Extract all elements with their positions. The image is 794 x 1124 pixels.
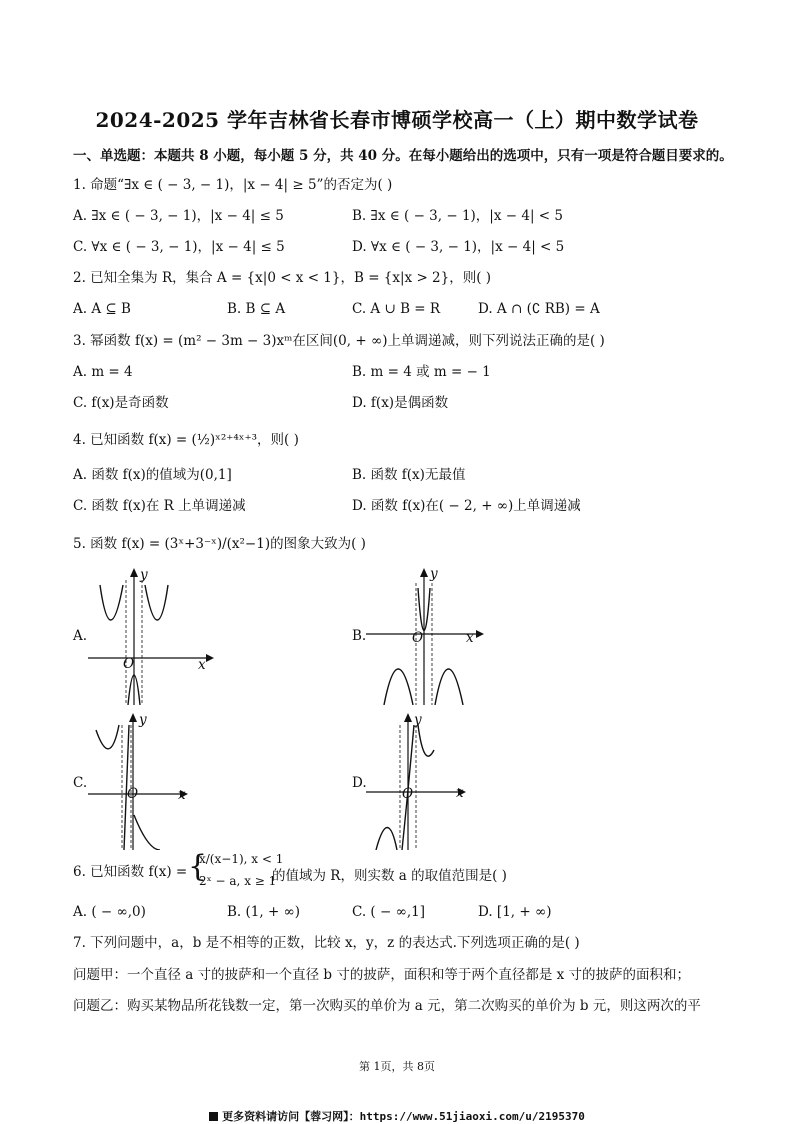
- q5-c-x-label: x: [178, 787, 186, 803]
- q5-label-b: B.: [352, 628, 367, 644]
- q7-problem-1: 问题甲：一个直径 a 寸的披萨和一个直径 b 寸的披萨，面积和等于两个直径都是 x 寸的披萨的面积和；: [73, 967, 691, 983]
- watermark-text: 更多资料请访问【蓉习网】：https://www.51jiaoxi.com/u/2195370: [222, 1110, 585, 1123]
- q5-graph-a: [88, 565, 218, 705]
- q5-d-y-label: y: [414, 712, 422, 728]
- q3-option-b: B. m = 4 或 m = − 1: [352, 364, 491, 380]
- q6-option-d: D. [1, + ∞): [478, 904, 552, 920]
- q5-d-origin: O: [402, 786, 414, 802]
- q7-stem: 7. 下列问题中，a，b 是不相等的正数，比较 x，y，z 的表达式.下列选项正确的是( ): [73, 935, 580, 951]
- q5-graph-c: [88, 710, 198, 850]
- q6-case-1: x/(x−1), x < 1: [199, 852, 284, 866]
- q1-option-b: B. ∃x ∈ ( − 3, − 1)，|x − 4| < 5: [352, 208, 563, 224]
- q5-stem: 5. 函数 f(x) = (3ˣ+3⁻ˣ)/(x²−1)的图象大致为( ): [73, 536, 366, 552]
- q5-a-y-label: y: [140, 567, 148, 583]
- q2-option-b: B. B ⊆ A: [227, 301, 286, 317]
- section-heading: 一、单选题：本题共 8 小题，每小题 5 分，共 40 分。在每小题给出的选项中，只有一项是符合题目要求的。: [73, 148, 733, 164]
- page-number: 第 1页，共 8页: [359, 1060, 435, 1073]
- q5-label-d: D.: [352, 775, 367, 791]
- q3-option-d: D. f(x)是偶函数: [352, 395, 449, 411]
- watermark-banner: [0, 1108, 794, 1124]
- q6-stem-prefix: 6. 已知函数 f(x) =: [73, 864, 188, 880]
- q6-option-b: B. (1, + ∞): [227, 904, 301, 920]
- q5-graph-d: [366, 710, 476, 850]
- exam-title: 2024-2025 学年吉林省长春市博硕学校高一（上）期中数学试卷: [95, 108, 699, 132]
- q1-option-c: C. ∀x ∈ ( − 3, − 1)，|x − 4| ≤ 5: [73, 239, 285, 255]
- q5-label-a: A.: [73, 628, 88, 644]
- q5-b-y-label: y: [430, 566, 438, 582]
- q5-label-c: C.: [73, 775, 88, 791]
- q4-option-a: A. 函数 f(x)的值域为(0,1]: [73, 467, 232, 483]
- q5-d-x-label: x: [456, 785, 464, 801]
- q4-option-b: B. 函数 f(x)无最值: [352, 467, 466, 483]
- q1-option-d: D. ∀x ∈ ( − 3, − 1)，|x − 4| < 5: [352, 239, 565, 255]
- q5-a-origin: O: [123, 656, 135, 672]
- q5-c-origin: O: [127, 786, 139, 802]
- q6-stem-suffix: 的值域为 R，则实数 a 的取值范围是( ): [272, 868, 507, 884]
- q6-case-2: 2ˣ − a, x ≥ 1: [199, 874, 277, 888]
- q5-c-y-label: y: [139, 712, 147, 728]
- q1-stem: 1. 命题“∃x ∈ ( − 3, − 1)，|x − 4| ≥ 5”的否定为( ): [73, 177, 393, 193]
- q4-option-d: D. 函数 f(x)在( − 2, + ∞)上单调递减: [352, 498, 581, 514]
- q2-option-c: C. A ∪ B = R: [352, 301, 441, 317]
- q5-a-x-label: x: [198, 657, 206, 673]
- q1-option-a: A. ∃x ∈ ( − 3, − 1)，|x − 4| ≤ 5: [73, 208, 284, 224]
- q4-stem: 4. 已知函数 f(x) = (½)ˣ²⁺⁴ˣ⁺³，则( ): [73, 432, 299, 448]
- q5-b-origin: O: [412, 630, 424, 646]
- q3-option-c: C. f(x)是奇函数: [73, 395, 169, 411]
- q2-stem: 2. 已知全集为 R，集合 A = {x|0 < x < 1}，B = {x|x > 2}，则( ): [73, 270, 492, 286]
- flag-icon: [209, 1112, 218, 1121]
- q4-option-c: C. 函数 f(x)在 R 上单调递减: [73, 498, 246, 514]
- q3-option-a: A. m = 4: [73, 364, 133, 380]
- q2-option-d: D. A ∩ (∁ RB) = A: [478, 301, 600, 317]
- q6-brace: {: [188, 849, 208, 884]
- q6-option-a: A. ( − ∞,0): [73, 904, 146, 920]
- q5-b-x-label: x: [466, 630, 474, 646]
- q6-option-c: C. ( − ∞,1]: [352, 904, 425, 920]
- q2-option-a: A. A ⊆ B: [73, 301, 131, 317]
- q3-stem: 3. 幂函数 f(x) = (m² − 3m − 3)xᵐ在区间(0, + ∞)上单调递减，则下列说法正确的是( ): [73, 333, 605, 349]
- q7-problem-2: 问题乙：购买某物品所花钱数一定，第一次购买的单价为 a 元，第二次购买的单价为 b 元，则这两次的平: [73, 998, 701, 1014]
